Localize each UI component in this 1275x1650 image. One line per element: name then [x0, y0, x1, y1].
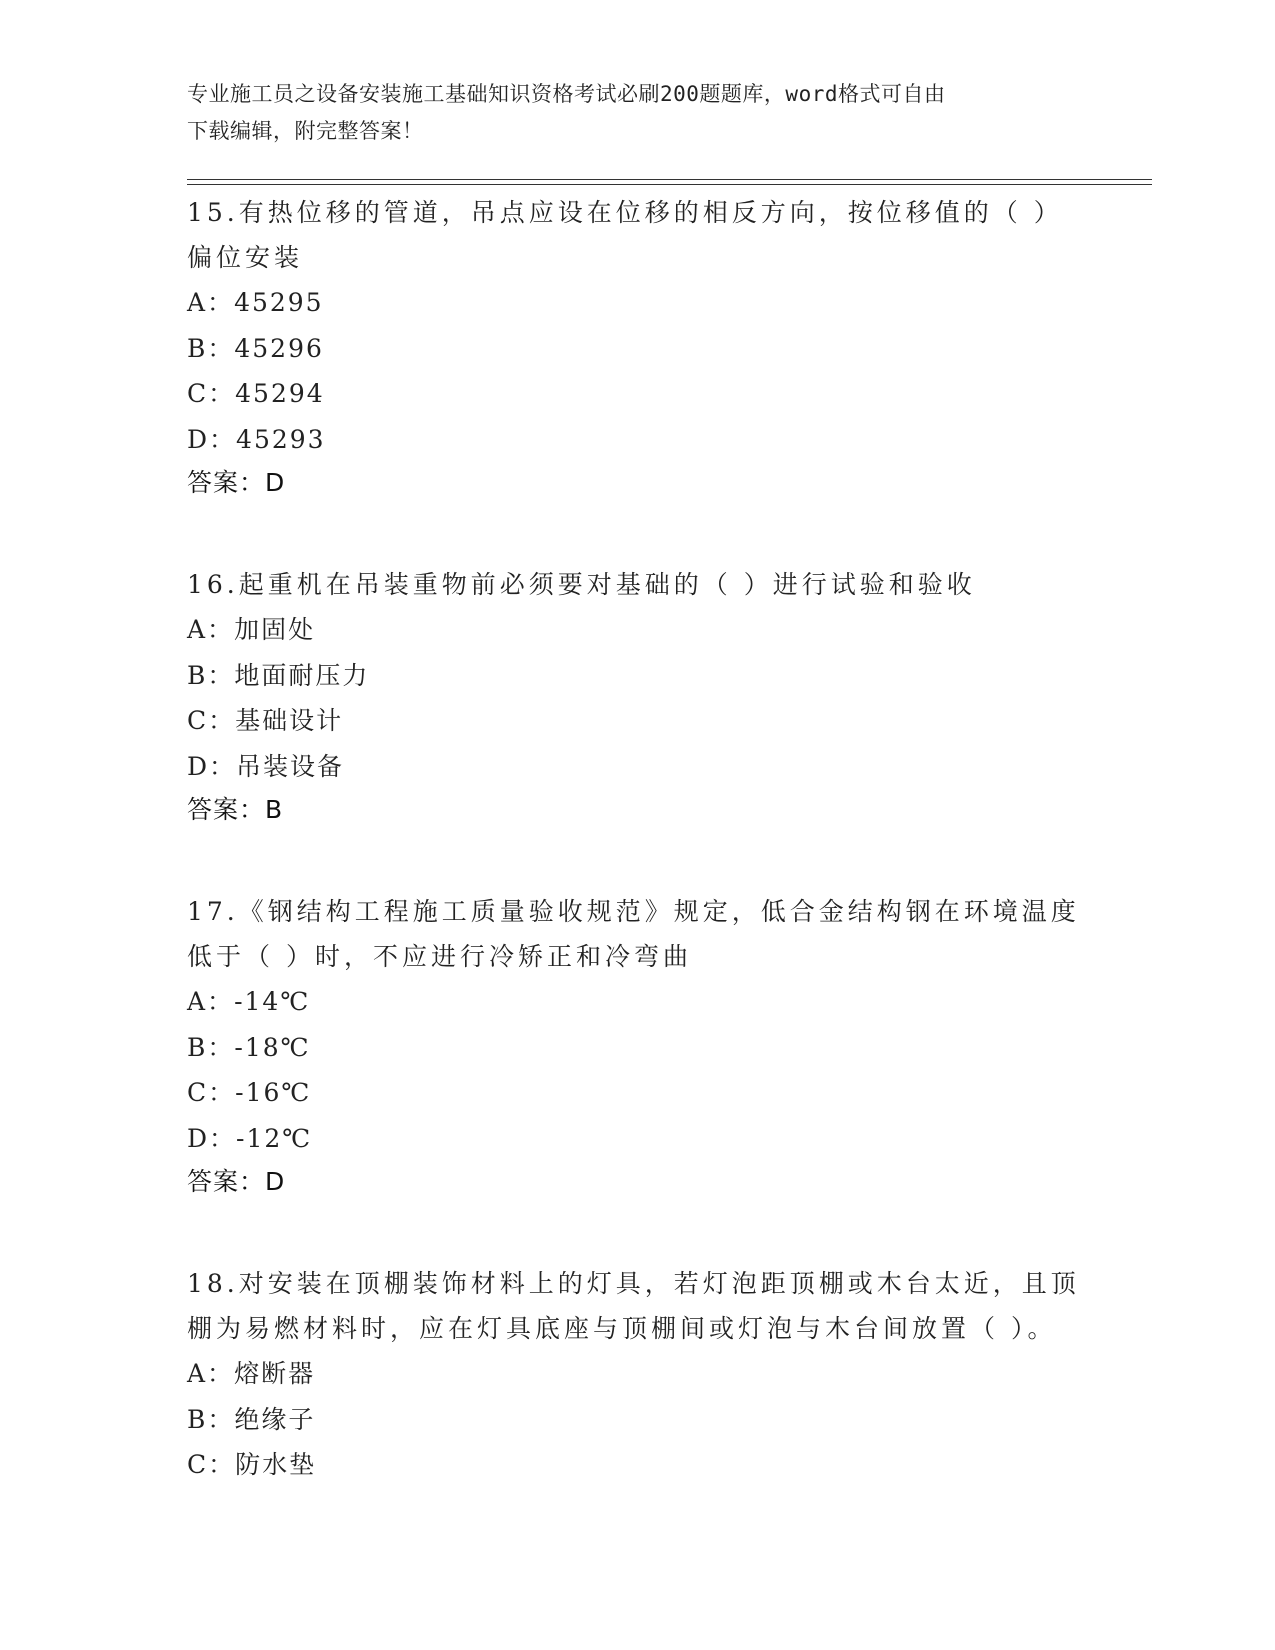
- answer-line: 答案：D: [187, 468, 286, 497]
- option-c: [187, 1442, 1087, 1488]
- answer-line: 答案：D: [187, 1167, 286, 1196]
- question-18: [187, 1261, 1087, 1488]
- option-label: C：: [187, 706, 236, 735]
- header-line-1: 专业施工员之设备安装施工基础知识资格考试必刷200题题库，word格式可自由: [187, 82, 946, 106]
- answer-line: 答案：B: [187, 795, 284, 824]
- option-value: 45294: [235, 379, 325, 408]
- option-label: D：: [187, 751, 237, 781]
- header-line-2: 下载编辑，附完整答案！: [187, 119, 424, 143]
- option-b: [187, 1025, 1087, 1071]
- option-value: 吊装设备: [236, 751, 345, 781]
- option-label: D：: [187, 424, 237, 454]
- header-divider-bottom: [187, 184, 1152, 185]
- option-b: [187, 653, 1087, 699]
- option-c: [187, 371, 1087, 417]
- option-label: D：: [187, 1123, 237, 1153]
- option-a: [187, 607, 1087, 653]
- option-c: [187, 698, 1087, 744]
- option-value: 45293: [236, 424, 326, 454]
- header-divider-top: [187, 179, 1152, 180]
- option-d: [187, 1116, 1087, 1162]
- option-c: [187, 1070, 1087, 1116]
- option-label: A：: [187, 987, 235, 1016]
- question-16: [187, 562, 1087, 831]
- option-b: [187, 326, 1087, 372]
- option-value: 45295: [234, 288, 324, 317]
- option-label: C：: [187, 1078, 236, 1107]
- document-header: [187, 76, 1087, 150]
- question-list: [187, 190, 1087, 1488]
- question-15: [187, 190, 1087, 504]
- option-d: [187, 417, 1087, 463]
- option-label: A：: [187, 615, 235, 644]
- question-text: 15.有热位移的管道，吊点应设在位移的相反方向，按位移值的（ ）偏位安装: [187, 198, 1063, 272]
- option-b: [187, 1397, 1087, 1443]
- option-value: -12℃: [236, 1123, 313, 1153]
- option-value: 加固处: [234, 615, 316, 644]
- option-label: C：: [187, 1450, 236, 1479]
- option-label: B：: [187, 1404, 235, 1434]
- option-value: 基础设计: [235, 706, 344, 735]
- option-a: [187, 979, 1087, 1025]
- question-text: 18.对安装在顶棚装饰材料上的灯具，若灯泡距顶棚或木台太近，且顶棚为易燃材料时，应在灯具底座与顶棚间或灯泡与木台间放置（ ）。: [187, 1269, 1080, 1343]
- option-label: B：: [187, 333, 235, 363]
- option-a: [187, 1351, 1087, 1397]
- option-label: A：: [187, 1359, 235, 1388]
- option-value: -16℃: [235, 1078, 312, 1107]
- option-value: 地面耐压力: [234, 660, 370, 690]
- option-label: C：: [187, 379, 236, 408]
- question-17: [187, 889, 1087, 1203]
- option-label: B：: [187, 1032, 235, 1062]
- option-value: 防水垫: [235, 1450, 317, 1479]
- question-text: 17.《钢结构工程施工质量验收规范》规定，低合金结构钢在环境温度低于（ ）时，不应进行冷矫正和冷弯曲: [187, 897, 1080, 971]
- option-d: [187, 744, 1087, 790]
- question-text: 16.起重机在吊装重物前必须要对基础的（ ）进行试验和验收: [187, 570, 976, 599]
- option-label: A：: [187, 288, 235, 317]
- option-value: 45296: [234, 333, 324, 363]
- option-value: -14℃: [234, 987, 311, 1016]
- option-label: B：: [187, 660, 235, 690]
- option-value: 熔断器: [234, 1359, 316, 1388]
- option-value: 绝缘子: [234, 1404, 316, 1434]
- option-a: [187, 280, 1087, 326]
- option-value: -18℃: [234, 1032, 311, 1062]
